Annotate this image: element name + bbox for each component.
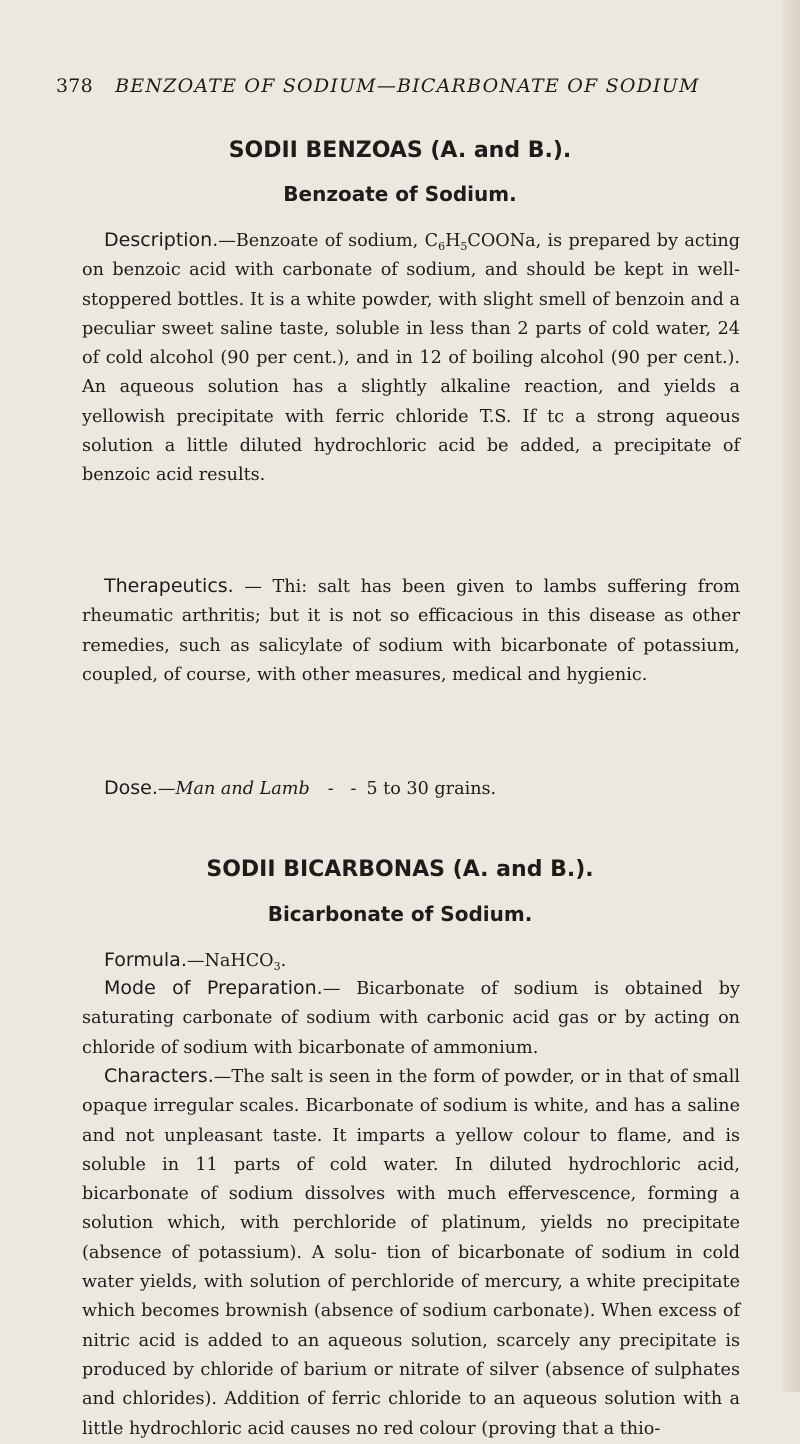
dose-heading: Dose.	[104, 777, 158, 799]
characters-heading: Characters.	[104, 1065, 214, 1087]
running-title: BENZOATE OF SODIUM—BICARBONATE OF SODIUM	[115, 75, 700, 97]
dose-amount: 5 to 30 grains.	[366, 779, 497, 799]
dose-paragraph: Dose.—Man and Lamb - - 5 to 30 grains.	[104, 777, 497, 799]
mode-heading: Mode of Preparation.	[104, 977, 323, 999]
description-heading: Description.	[104, 229, 219, 251]
dose-animals: Man and Lamb	[175, 779, 310, 799]
section1-subtitle: Benzoate of Sodium.	[283, 182, 517, 206]
therapeutics-paragraph: Therapeutics. — Thi: salt has been given to lambs suffering from rheumatic arthritis; but it is not so efficacious in this disease as other remedies, such as salicylate of sodium with bicarbonate of potassium, coupled, of course, with other measures, medical and hygienic.	[82, 575, 740, 685]
page-edge-shadow	[782, 0, 800, 1392]
section1-title: SODII BENZOAS (A. and B.).	[228, 138, 572, 163]
section2-subtitle: Bicarbonate of Sodium.	[267, 902, 533, 926]
section2-title: SODII BICARBONAS (A. and B.).	[206, 857, 594, 882]
formula-paragraph: Formula.—NaHCO$_3$.	[104, 949, 287, 973]
formula-heading: Formula.	[104, 949, 187, 971]
description-paragraph: Description.—Benzoate of sodium, $C_6H_5COONa$, is prepared by acting on benzoic acid with carbonate of sodium, and should be kept in well-stoppered bottles. It is a white powder, with slight smell of benzoin and a peculiar sweet saline taste, soluble in less than 2 parts of cold water, 24 of cold alcohol (90 per cent.), and in 12 of boiling alcohol (90 per cent.). An aqueous solution has a slightly alkaline reaction, and yields a yellowish precipitate with ferric chloride T.S. If tc a strong aqueous solution a little diluted hydrochloric acid be added, a precipitate of benzoic acid results.	[82, 229, 740, 486]
mode-paragraph: Mode of Preparation.— Bicarbonate of sodium is obtained by saturating carbonate of sodium with carbonic acid gas or by acting on chloride of sodium with bicarbonate of ammonium.	[82, 977, 740, 1058]
page-number: 378	[56, 75, 93, 97]
therapeutics-heading: Therapeutics.	[104, 575, 234, 597]
running-header	[56, 75, 756, 97]
characters-paragraph: Characters.—The salt is seen in the form of powder, or in that of small opaque irregular scales. Bicarbonate of sodium is white, and has a saline and not unpleasant taste. It imparts a yellow colour to flame, and is soluble in 11 parts of cold water. In diluted hydrochloric acid, bicarbonate of sodium dissolves with much effervescence, forming a solution which, with perchloride of platinum, yields no precipitate (absence of potassium). A solu- tion of bicarbonate of sodium in cold water yields, with solution of perchloride of mercury, a white precipitate which becomes brownish (absence of sodium carbonate). When excess of nitric acid is added to an aqueous solution, scarcely any precipitate is produced by chloride of barium or nitrate of silver (absence of sulphates and chlorides). Addition of ferric chloride to an aqueous solution with a little hydrochloric acid causes no red colour (proving that a thio-	[82, 1065, 740, 1439]
